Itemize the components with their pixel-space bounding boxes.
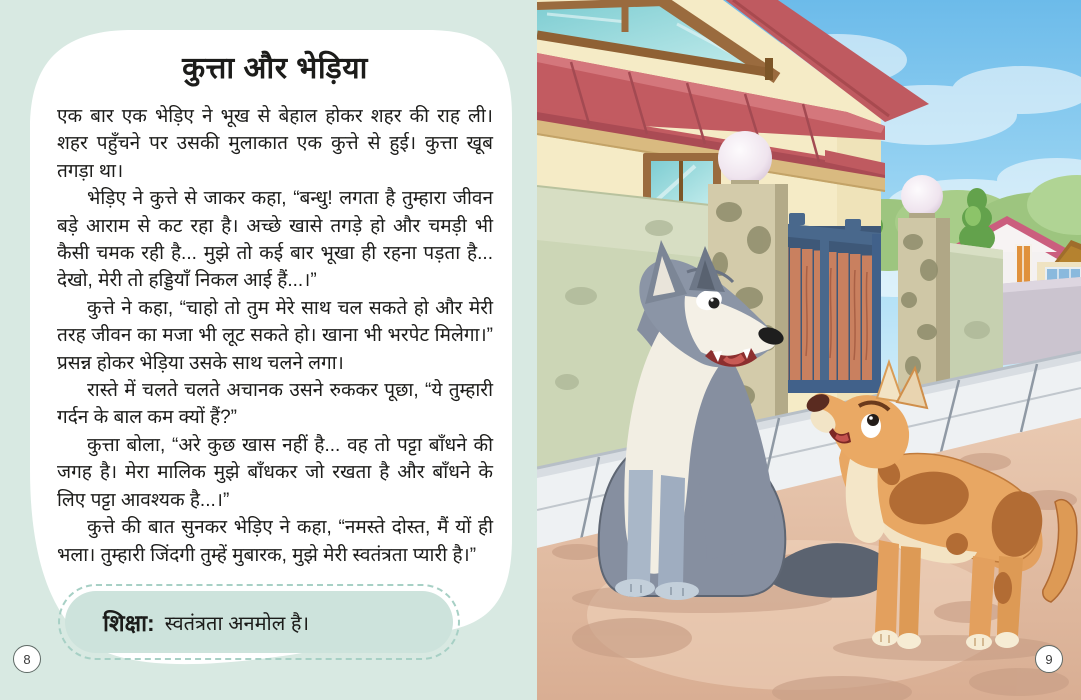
sphere-lamp <box>718 131 772 185</box>
story-paragraph: कुत्ता बोला, “अरे कुछ खास नहीं है... वह तो पट्टा बाँधने की जगह है। मेरा मालिक मुझे बाँधकर जो रखता है और बाँधने के लिए पट्टा आवश्यक है...।” <box>57 434 493 511</box>
story-paragraph: कुत्ते ने कहा, “चाहो तो तुम मेरे साथ चल सकते हो और मेरी तरह जीवन का मजा भी लूट सकते हो। खाना भी भरपेट मिलेगा।” प्रसन्न होकर भेड़िया उसके साथ चलने लगा। <box>57 297 493 374</box>
moral-label: शिक्षा: <box>103 610 155 636</box>
moral-box <box>58 584 460 660</box>
story-paragraph: रास्ते में चलते चलते अचानक उसने रुककर पूछा, “ये तुम्हारी गर्दन के बाल कम क्यों हैं?” <box>57 380 493 429</box>
dog-front-leg <box>899 546 921 645</box>
page-number-right: 9 <box>1035 645 1063 673</box>
story-page <box>57 46 493 569</box>
compound-wall-right <box>950 243 1003 384</box>
story-paragraph: एक बार एक भेड़िए ने भूख से बेहाल होकर शहर की राह ली। शहर पहुँचने पर उसकी मुलाकात एक कुत्ते से हुई। कुत्ता खूब तगड़ा था। <box>57 106 493 182</box>
story-illustration <box>537 0 1081 700</box>
dog-shadow <box>833 635 1057 661</box>
story-title: कुत्ता और भेड़िया <box>182 52 368 85</box>
wolf-front-leg <box>658 475 685 595</box>
story-paragraph: भेड़िए ने कुत्ते से जाकर कहा, “बन्धु! लगता है तुम्हारा जीवन बड़े आराम से कट रहा है। अच्छे खासे तगड़े हो और चमड़ी भी कैसी चमक रही है... मुझे तो कई बार भूखा ही रहना पड़ता है... देखो, मेरी तो हड्डियाँ निकल आई हैं...।” <box>57 188 493 292</box>
story-paragraph: कुत्ते की बात सुनकर भेड़िए ने कहा, “नमस्ते दोस्त, मैं यों ही भला। तुम्हारी जिंदगी तुम्हें मुबारक, मुझे मेरी स्वतंत्रता प्यारी है।” <box>57 517 493 566</box>
wolf-front-leg <box>627 470 653 590</box>
sphere-lamp <box>901 175 943 217</box>
moral-text: स्वतंत्रता अनमोल है। <box>164 612 310 635</box>
page-number-left: 8 <box>13 645 41 673</box>
moral-pill <box>65 591 453 653</box>
dog-front-leg <box>875 540 899 642</box>
